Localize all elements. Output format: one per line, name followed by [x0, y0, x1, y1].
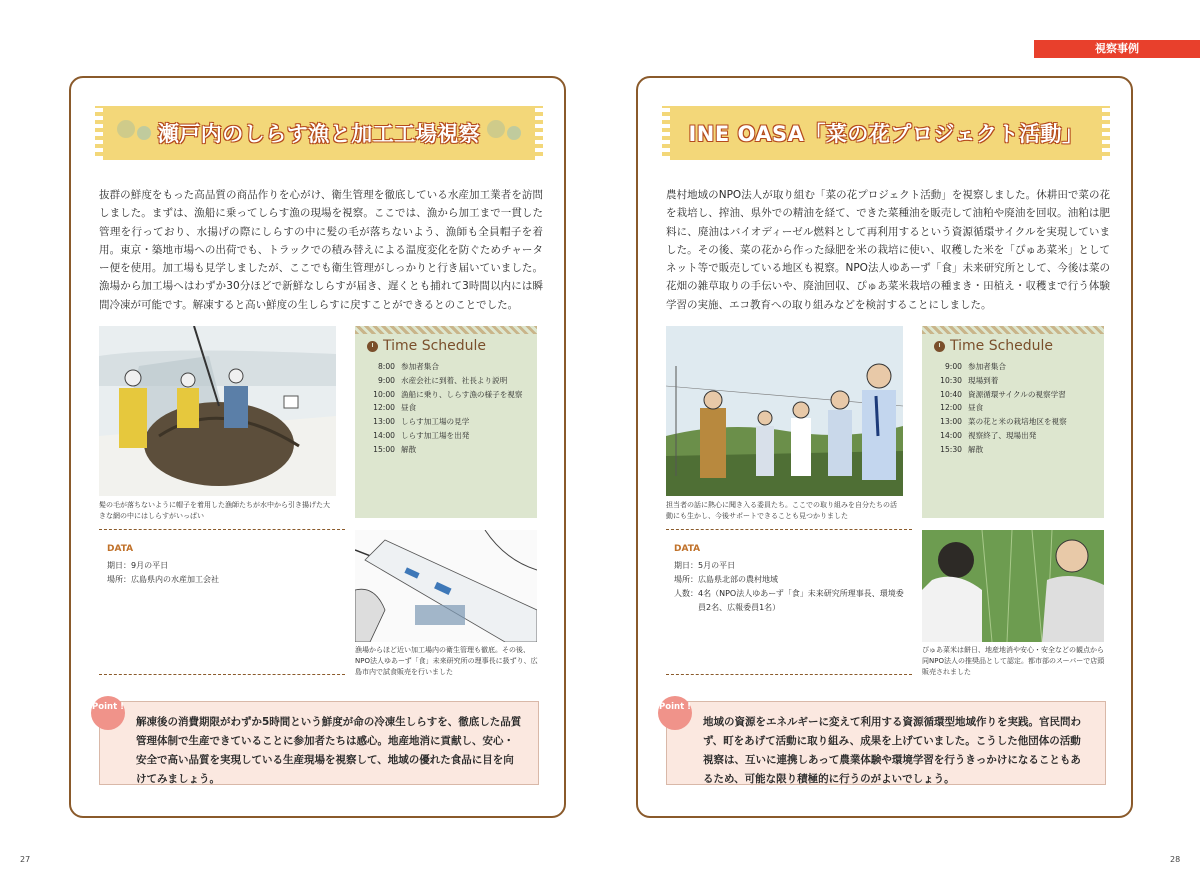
- site-visit-photo: [666, 326, 903, 496]
- left-article-panel: [69, 76, 566, 818]
- right-schedule-heading: Time Schedule: [922, 334, 1104, 354]
- data-row: 場所： 広島県北部の農村地域: [674, 575, 778, 584]
- site-visit-caption: 担当者の話に熱心に聞き入る委員たち。ここでの取り組みを自分たちの活動にも生かし、今後サポートできることも見つかりました: [666, 501, 897, 520]
- left-schedule-heading: Time Schedule: [355, 334, 537, 354]
- section-tag: 視察事例: [1034, 40, 1200, 58]
- page-number-right: 28: [1170, 855, 1181, 864]
- fishing-photo-caption: 髪の毛が落ちないように帽子を着用した漁師たちが水中から引き揚げた大きな網の中にはしらすがいっぱい: [99, 501, 330, 520]
- data-row: 人数： 4名（NPO法人ゆあーず「食」未来研究所理事長、環境委員2名、広報委員1名）: [674, 589, 904, 612]
- schedule-row: 10:40 資源循環サイクルの視察学習: [940, 389, 1066, 399]
- schedule-row: 13:00 菜の花と米の栽培地区を視察: [940, 417, 1067, 427]
- data-heading: DATA: [107, 544, 134, 554]
- left-schedule-box: [355, 326, 537, 518]
- divider: [99, 674, 345, 675]
- right-point-box: [666, 701, 1106, 785]
- divider: [666, 674, 912, 675]
- page-number-left: 27: [20, 855, 31, 864]
- clock-icon: [367, 341, 378, 352]
- schedule-row: 14:00 視察終了、現場出発: [940, 430, 1037, 440]
- schedule-row: 10:30 現場到着: [940, 375, 999, 385]
- divider: [99, 529, 345, 530]
- schedule-row: 10:00 漁船に乗り、しらす漁の様子を視察: [373, 389, 523, 399]
- data-row: 期日： 5月の平日: [674, 561, 736, 570]
- decor-dots-icon: [117, 120, 151, 140]
- clock-icon: [934, 341, 945, 352]
- schedule-row: 9:00 参加者集合: [944, 362, 1006, 371]
- data-row: 期日： 9月の平日: [107, 561, 169, 570]
- schedule-stripe: [355, 326, 537, 334]
- left-article-body: 抜群の鮮度をもった高品質の商品作りを心がけ、衛生管理を徹底している水産加工業者を訪問しました。まずは、漁船に乗ってしらす漁の現場を視察。ここでは、漁から加工まで一貫した管理を行っており、水揚げの際にしらすの中に髪の毛が落ちないよう、漁師も全員帽子を着用。東京・築地市場への出荷でも、トラックでの積み替えによる温度変化を防ぐためチャーター便を使用。加工場も見学しましたが、ここでも衛生管理がしっかりと行き届いていました。漁場から加工場へはわずか30分ほどで新鮮なしらすが届き、遅くとも捕れて3時間以内には瞬間冷凍が可能です。解凍すると高い鮮度の生しらすに戻すことができるとのことでした。: [99, 189, 543, 311]
- rice-field-caption: ぴゅあ菜米は餅日、地産地消や安心・安全などの観点から同NPO法人の推奨品として認定。都市部のスーパーで店頭販売されました: [922, 646, 1105, 676]
- left-article-title: 瀬戸内のしらす漁と加工工場視察: [157, 122, 481, 146]
- rice-field-photo: [922, 530, 1104, 642]
- schedule-row: 13:00 しらす加工場の見学: [373, 417, 470, 427]
- left-point-text: 解凍後の消費期限がわずか5時間という鮮度が命の冷凍生しらすを、徹底した品質管理体制で生産できていることに参加者たちは感心。地産地消に貢献し、安心・安全で高い品質を実現している生産現場を視察して、地域の優れた食品に目を向けてみましょう。: [136, 716, 522, 785]
- schedule-row: 12:00 昼食: [373, 403, 417, 413]
- right-article-panel: [636, 76, 1133, 818]
- schedule-row: 12:00 昼食: [940, 403, 984, 413]
- right-schedule-box: [922, 326, 1104, 518]
- data-row: 場所： 広島県内の水産加工会社: [107, 575, 219, 584]
- right-title-banner: [666, 106, 1106, 160]
- decor-dots-icon: [487, 120, 521, 140]
- schedule-row: 15:30 解散: [940, 444, 984, 454]
- point-badge-icon: Point !: [658, 696, 692, 730]
- data-heading: DATA: [674, 544, 701, 554]
- processing-photo-caption: 漁場からほど近い加工場内の衛生管理も徹底。その後、NPO法人ゆあーず「食」未来研究所の理事長に扱ずり、広島市内で試食販売を行いました: [355, 646, 538, 676]
- left-point-box: [99, 701, 539, 785]
- schedule-row: 9:00 水産会社に到着、社長より説明: [377, 375, 508, 385]
- point-badge-icon: Point !: [91, 696, 125, 730]
- right-article-title: INE OASA「菜の花プロジェクト活動」: [688, 122, 1084, 146]
- processing-plant-photo: [355, 530, 537, 642]
- schedule-row: 14:00 しらす加工場を出発: [373, 430, 470, 440]
- right-data-block: [674, 544, 904, 615]
- right-point-text: 地域の資源をエネルギーに変えて利用する資源循環型地域作りを実践。官民問わず、町をあげて活動に取り組み、成果を上げていました。こうした他団体の活動視察は、互いに連携しあって農業体験や環境学習を行うきっかけになることもあるため、可能な限り積極的に行うのがよいでしょう。: [703, 716, 1081, 785]
- left-data-block: [107, 544, 337, 587]
- schedule-row: 15:00 解散: [373, 444, 417, 454]
- right-article-body: 農村地域のNPO法人が取り組む「菜の花プロジェクト活動」を視察しました。休耕田で菜の花を栽培し、搾油、県外での精油を経て、できた菜種油を販売して油粕や廃油を回収。油粕は肥料に、廃油はバイオディーゼル燃料として再利用するという資源循環サイクルを実現していました。その後、菜の花から作った緑肥を米の栽培に使い、収穫した米を「ぴゅあ菜米」としてネット等で販売している地区も視察。NPO法人ゆあーず「食」未来研究所として、今後は菜の花畑の雑草取りの手伝いや、廃油回収、ぴゅあ菜米栽培の種まき・田植え・収穫まで行う体験学習の実施、エコ教育への取り組みなどを検討することにしました。: [666, 189, 1110, 311]
- left-title-banner: [99, 106, 539, 160]
- fishing-boat-photo: [99, 326, 336, 496]
- divider: [666, 529, 912, 530]
- schedule-row: 8:00 参加者集合: [377, 362, 439, 371]
- schedule-stripe: [922, 326, 1104, 334]
